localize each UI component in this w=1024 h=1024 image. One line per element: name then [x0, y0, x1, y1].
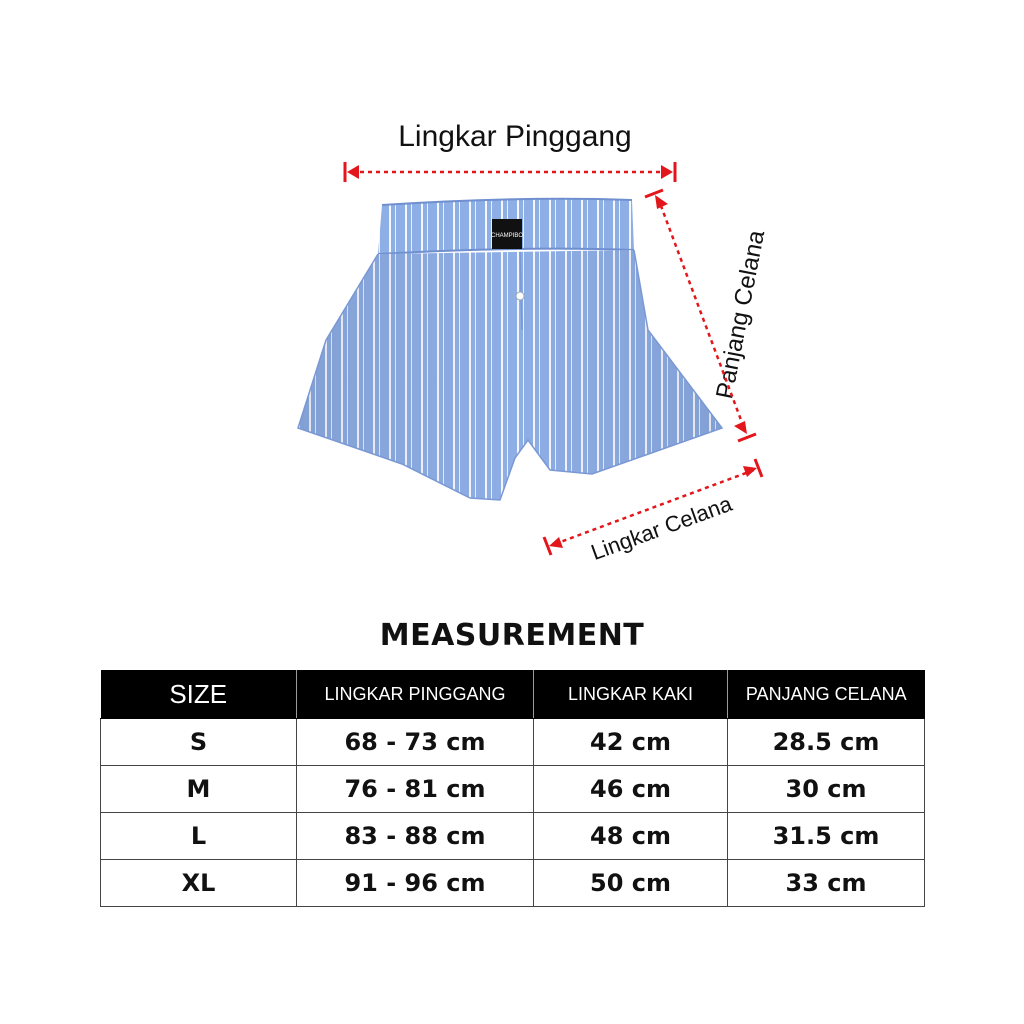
size-cell: L — [101, 813, 297, 860]
brand-tag: CHAMPIBO — [490, 233, 524, 239]
length-cell: 33 cm — [728, 860, 925, 907]
header-size: SIZE — [101, 670, 297, 719]
measurement-title: MEASUREMENT — [379, 618, 645, 653]
leg-cell: 42 cm — [534, 719, 728, 766]
length-label: Panjang Celana — [711, 228, 771, 401]
header-length: PANJANG CELANA — [728, 670, 925, 719]
length-cell: 30 cm — [728, 766, 925, 813]
size-cell: M — [101, 766, 297, 813]
leg-cell: 46 cm — [534, 766, 728, 813]
size-cell: XL — [101, 860, 297, 907]
table-row — [101, 719, 925, 766]
table-row — [101, 813, 925, 860]
length-cell: 31.5 cm — [728, 813, 925, 860]
header-leg: LINGKAR KAKI — [534, 670, 728, 719]
waist-cell: 83 - 88 cm — [297, 813, 534, 860]
waist-cell: 76 - 81 cm — [297, 766, 534, 813]
waist-cell: 91 - 96 cm — [297, 860, 534, 907]
waist-cell: 68 - 73 cm — [297, 719, 534, 766]
table-row — [101, 860, 925, 907]
leg-cell: 50 cm — [534, 860, 728, 907]
boxer-shorts-image — [298, 199, 722, 500]
header-waist: LINGKAR PINGGANG — [297, 670, 534, 719]
waist-label: Lingkar Pinggang — [398, 120, 632, 153]
leg-cell: 48 cm — [534, 813, 728, 860]
table-header-row — [101, 670, 925, 719]
size-cell: S — [101, 719, 297, 766]
size-chart-table — [100, 670, 925, 907]
leg-label: Lingkar Celana — [587, 490, 736, 566]
table-row — [101, 766, 925, 813]
waist-arrow — [345, 162, 675, 182]
length-cell: 28.5 cm — [728, 719, 925, 766]
